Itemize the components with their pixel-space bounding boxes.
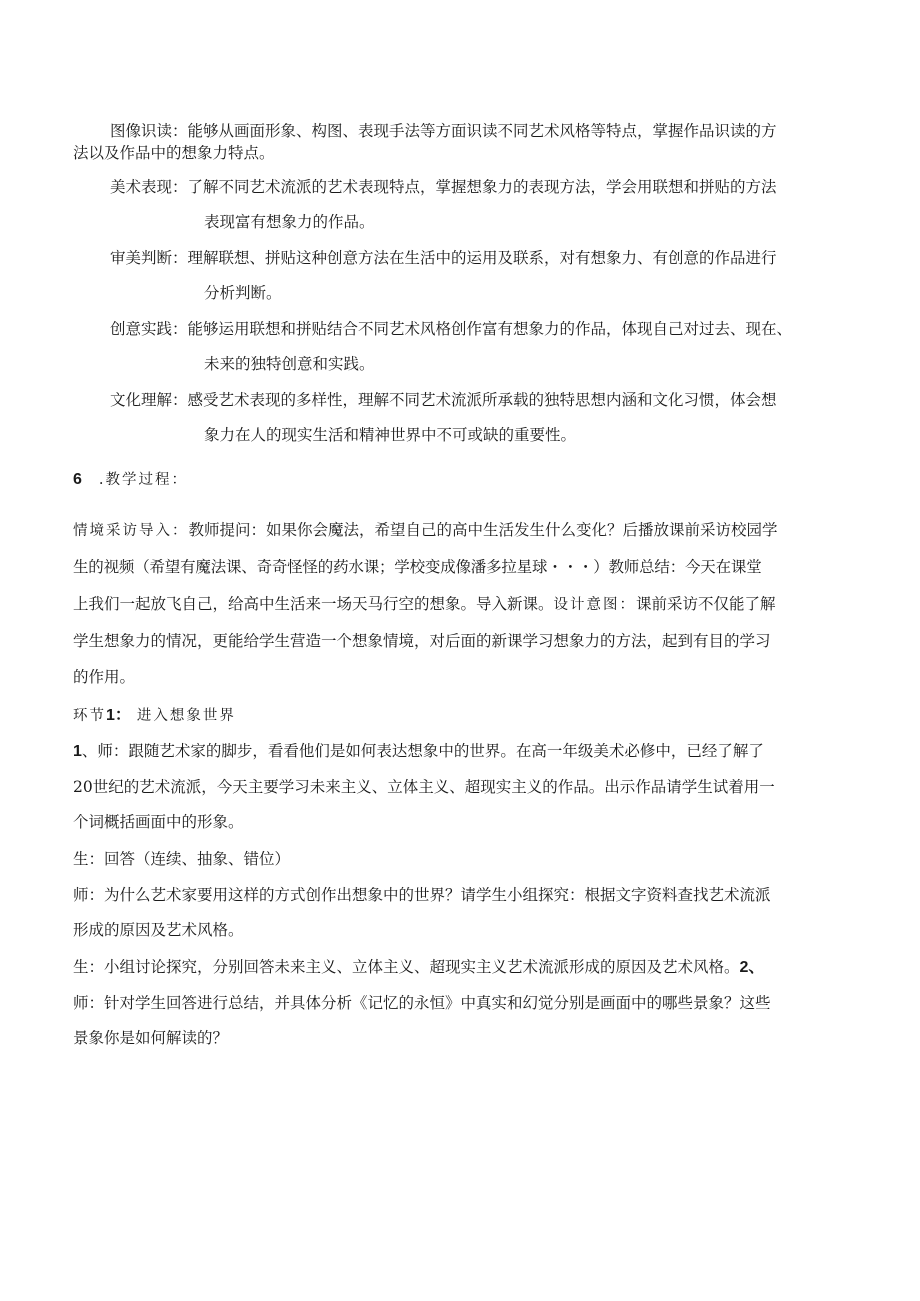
objective-label: 图像识读： <box>110 122 188 140</box>
body-text: 生：小组讨论探究，分别回答未来主义、立体主义、超现实主义艺术流派形成的原因及艺术风格。 <box>73 958 740 976</box>
objective-text: 理解联想、拼贴这种创意方法在生活中的运用及联系，对有想象力、有创意的作品进行 <box>187 249 777 267</box>
section-title: .教学过程： <box>98 472 188 488</box>
item-number: 1 <box>73 743 82 760</box>
objective-1-cont: 法以及作品中的想象力特点。 <box>73 144 275 162</box>
intro-line-5: 的作用。 <box>73 668 136 686</box>
objective-2-cont: 表现富有想象力的作品。 <box>204 213 375 231</box>
objective-text: 能够从画面形象、构图、表现手法等方面识读不同艺术风格等特点，掌握作品识读的方 <box>187 122 777 140</box>
student-answer-2 <box>73 957 764 978</box>
objective-text: 感受艺术表现的多样性，理解不同艺术流派所承载的独特思想内涵和文化习惯，体会想 <box>187 391 777 409</box>
objective-3-cont: 分析判断。 <box>204 284 282 302</box>
intro-line-1 <box>73 520 778 541</box>
objective-3 <box>110 248 777 268</box>
link-heading <box>73 705 236 726</box>
objective-text: 能够运用联想和拼贴结合不同艺术风格创作富有想象力的作品，体现自己对过去、现在、 <box>187 320 793 338</box>
objective-4 <box>110 319 792 339</box>
link-number: 1： <box>106 707 131 724</box>
intro-line-3 <box>73 594 776 615</box>
teacher-summary-line-2: 景象你是如何解读的？ <box>73 1029 229 1047</box>
link-title: 进入想象世界 <box>136 708 236 724</box>
teacher-question-line-1: 师：为什么艺术家要用这样的方式创作出想象中的世界？请学生小组探究：根据文字资料查找艺术流派 <box>73 886 771 904</box>
intro-line-4: 学生想象力的情况，更能给学生营造一个想象情境，对后面的新课学习想象力的方法，起到有目的学习 <box>73 632 771 650</box>
student-answer-1: 生：回答（连续、抽象、错位） <box>73 850 291 868</box>
intro-text: 课前采访不仅能了解 <box>636 595 776 613</box>
intro-text: 上我们一起放飞自己，给高中生活来一场天马行空的想象。导入新课。 <box>73 595 554 613</box>
objective-1 <box>110 121 777 141</box>
item-number: 2、 <box>739 959 765 976</box>
objective-5 <box>110 390 777 410</box>
intro-lead: 情境采访导入： <box>73 523 189 539</box>
objective-label: 创意实践： <box>110 320 188 338</box>
objective-label: 审美判断： <box>110 249 188 267</box>
body-p1-line-1 <box>73 741 764 762</box>
teacher-question-line-2: 形成的原因及艺术风格。 <box>73 921 244 939</box>
objective-5-cont: 象力在人的现实生活和精神世界中不可或缺的重要性。 <box>204 426 577 444</box>
link-prefix: 环节 <box>73 708 106 724</box>
objective-2 <box>110 177 777 197</box>
intro-text: 教师提问：如果你会魔法，希望自己的高中生活发生什么变化？后播放课前采访校园学 <box>188 521 778 539</box>
intro-line-2: 生的视频（希望有魔法课、奇奇怪怪的药水课；学校变成像潘多拉星球・・・）教师总结：今天在课堂 <box>73 558 762 576</box>
objective-label: 文化理解： <box>110 391 188 409</box>
objective-label: 美术表现： <box>110 178 188 196</box>
section-number: 6 <box>73 471 82 488</box>
design-intent-label: 设计意图： <box>553 597 637 613</box>
body-p1-line-3: 个词概括画面中的形象。 <box>73 813 244 831</box>
section-heading <box>73 469 188 490</box>
body-text: 、师：跟随艺术家的脚步，看看他们是如何表达想象中的世界。在高一年级美术必修中，已经了解了 <box>81 742 764 760</box>
body-p1-line-2: 20世纪的艺术流派，今天主要学习未来主义、立体主义、超现实主义的作品。出示作品请学生试着用一 <box>73 778 775 796</box>
objective-text: 了解不同艺术流派的艺术表现特点，掌握想象力的表现方法，学会用联想和拼贴的方法 <box>187 178 777 196</box>
teacher-summary-line-1: 师：针对学生回答进行总结，并具体分析《记忆的永恒》中真实和幻觉分别是画面中的哪些景象？这些 <box>73 994 771 1012</box>
objective-4-cont: 未来的独特创意和实践。 <box>204 355 375 373</box>
